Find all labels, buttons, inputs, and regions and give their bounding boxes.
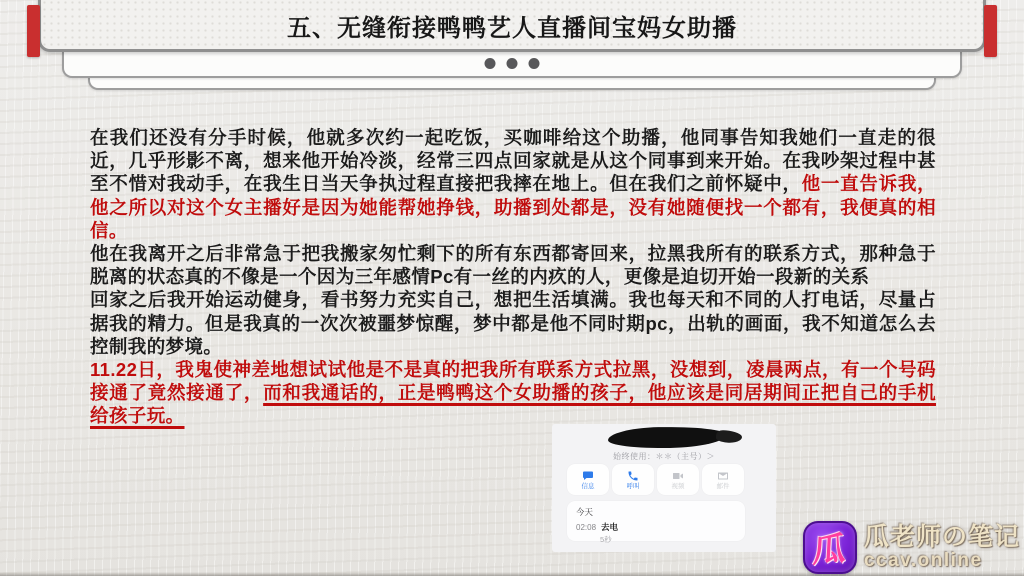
red-ribbon-right bbox=[984, 5, 997, 57]
testimony-text bbox=[90, 126, 936, 428]
message-icon bbox=[582, 470, 594, 482]
video-button bbox=[657, 464, 699, 495]
watermark bbox=[803, 521, 1020, 574]
mail-button-label: 邮件 bbox=[716, 482, 730, 490]
sim-note: 始终使用：＊＊（主号）＞ bbox=[613, 452, 715, 461]
call-log-day: 今天 bbox=[576, 507, 594, 517]
stacked-paper-front bbox=[62, 52, 962, 78]
call-button bbox=[612, 464, 654, 495]
message-button bbox=[567, 464, 609, 495]
title-banner bbox=[38, 0, 986, 52]
mail-icon bbox=[717, 470, 729, 482]
call-icon bbox=[627, 470, 639, 482]
call-actions-row bbox=[567, 464, 744, 495]
slide-title: 五、无缝衔接鸭鸭艺人直播间宝妈女助播 bbox=[287, 14, 737, 42]
paragraph-3 bbox=[90, 358, 936, 428]
p2-line2: 回家之后我开始运动健身，看书努力充实自己，想把生活填满。我也每天和不同的人打电话，尽量占据我的精力。但是我真的一次次被噩梦惊醒，梦中都是他不同时期pc，出轨的画面，我不知道怎么去控制我的梦境。 bbox=[90, 289, 936, 357]
mail-button bbox=[702, 464, 744, 495]
call-log-duration: 5秒 bbox=[600, 535, 612, 544]
watermark-title: 瓜老师の笔记 bbox=[863, 523, 1020, 551]
melon-icon-glyph: 瓜 bbox=[812, 529, 848, 570]
p3-red-text: 11.22日，我鬼使神差地想试试他是不是真的把我所有联系方式拉黑，没想到，凌晨两点，有一个号码接通了竟然接通了， bbox=[90, 359, 936, 404]
watermark-site: ccav.online bbox=[863, 550, 983, 571]
p1-red-text: 他一直告诉我，他之所以对这个女主播好是因为她能帮她挣钱，助播到处都是，没有她随便找一个都有，我便真的相信。 bbox=[90, 173, 936, 241]
melon-icon bbox=[803, 521, 857, 574]
watermark-text bbox=[864, 525, 1020, 570]
call-log-time: 02:08 bbox=[576, 523, 597, 532]
message-button-label: 信息 bbox=[581, 482, 595, 490]
p1-black-text: 在我们还没有分手时候，他就多次约一起吃饭，买咖啡给这个助播，他同事告知我她们一直走的很近，几乎形影不离，想来他开始冷淡，经常三四点回家就是从这个同事到来开始。在我吵架过程中甚至不惜对我动手，在我生日当天争执过程直接把我摔在地上。但在我们之前怀疑中， bbox=[90, 127, 936, 195]
paragraph-1 bbox=[90, 126, 936, 242]
ellipsis-dots bbox=[485, 58, 540, 69]
call-log-screenshot bbox=[552, 424, 776, 552]
call-button-label: 呼叫 bbox=[626, 482, 640, 490]
redacted-phone-number bbox=[608, 426, 726, 449]
red-ribbon-left bbox=[27, 5, 40, 57]
p2-line1: 他在我离开之后非常急于把我搬家匆忙剩下的所有东西都寄回来，拉黑我所有的联系方式，那种急于脱离的状态真的不像是一个因为三年感情Pc有一丝的内疚的人，更像是迫切开始一段新的关系 bbox=[90, 243, 936, 288]
p3-red-underlined-text: 而和我通话的，正是鸭鸭这个女助播的孩子，他应该是同居期间正把自己的手机给孩子玩。 bbox=[90, 382, 936, 427]
video-icon bbox=[672, 470, 684, 482]
call-log-type: 去电 bbox=[601, 522, 619, 532]
call-log-card bbox=[567, 501, 745, 544]
video-button-label: 视频 bbox=[671, 482, 685, 490]
